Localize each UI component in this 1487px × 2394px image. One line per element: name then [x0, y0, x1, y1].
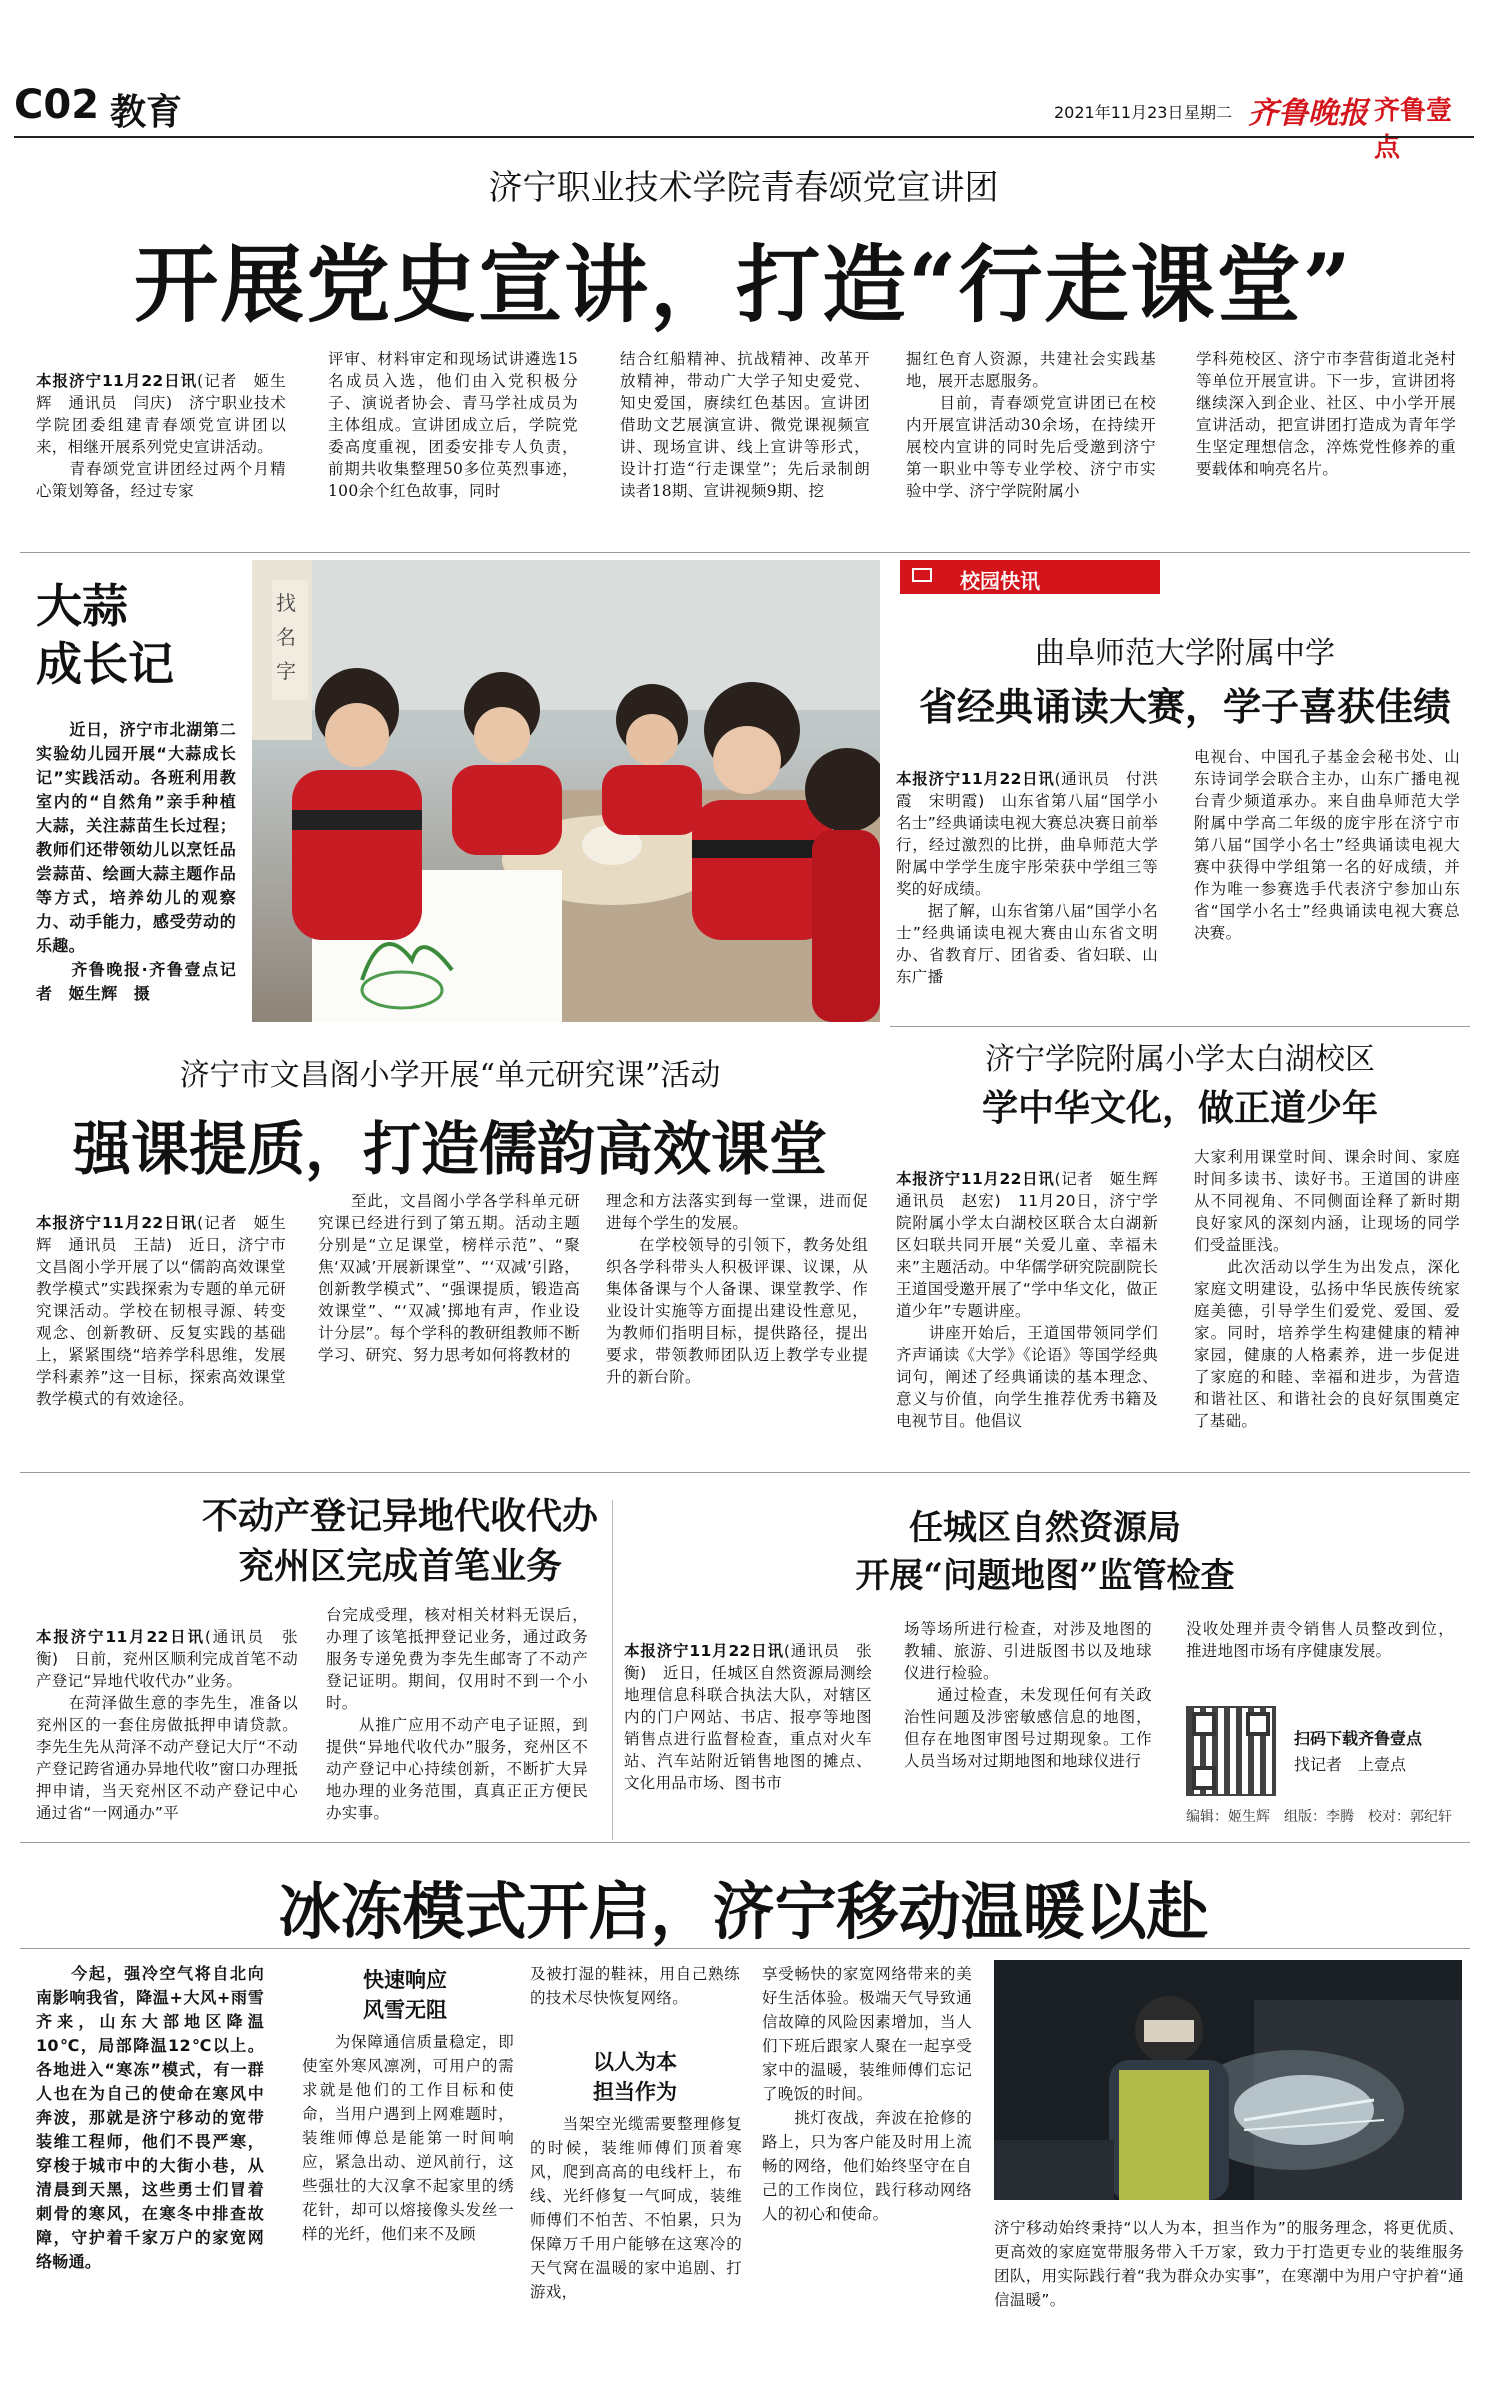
- rencheng-col3: 没收处理并责令销售人员整改到位，推进地图市场有序健康发展。: [1186, 1620, 1454, 1660]
- issue-weekday: 星期二: [1184, 103, 1233, 122]
- campus-tag-label: 校园快讯: [960, 569, 1040, 593]
- wenchang-col3: 理念和方法落实到每一堂课，进而促进每个学生的发展。 在学校领导的引领下，教务处组织各学科带头人积极评课、议课，从集体备课与个人备课、课堂教学、作业设计实施等方面提出建设性意见，为教师们指明目标，提供路径，提出要求，带领教师团队迈上教学专业提升的新台阶。: [606, 1192, 868, 1386]
- qr-subtitle: 找记者 上壹点: [1294, 1755, 1407, 1774]
- vertical-divider: [612, 1500, 613, 1840]
- garlic-photo: [252, 560, 880, 1022]
- wenchang-kicker: 济宁市文昌阁小学开展“单元研究课”活动: [179, 1058, 721, 1093]
- rencheng-col2: 场等场所进行检查，对涉及地图的教辅、旅游、引进版图书以及地球仪进行检验。 通过检查，未发现任何有关政治性问题及涉密敏感信息的地图，但存在地图审图号过期现象。工作人员当场对过期地图和地球仪进行: [904, 1620, 1152, 1770]
- qr-code[interactable]: [1186, 1706, 1276, 1796]
- brand-logo-qilu-yidian: 齐鲁壹点: [1374, 96, 1453, 163]
- qufu-kicker: 曲阜师范大学附属中学: [1035, 636, 1335, 671]
- wenchang-col1: 本报济宁11月22日讯(记者 姬生辉 通讯员 王喆) 近日，济宁市文昌阁小学开展了以“儒韵高效课堂教学模式”实践探索为专题的单元研究课活动。学校在韧根寻源、转变观念、创新教研、反复实践的基础上，紧紧围绕“培养学科思维，发展学科素养”这一目标，探索高效课堂教学模式的有效途径。: [36, 1214, 286, 1408]
- garlic-body: 近日，济宁市北湖第二实验幼儿园开展“大蒜成长记”实践活动。各班利用教室内的“自然角”亲手种植大蒜，关注蒜苗生长过程；教师们还带领幼儿以烹饪品尝蒜苗、绘画大蒜主题作品等方式，培养幼儿的观察力、动手能力，感受劳动的乐趣。 齐鲁晚报·齐鲁壹点记者 姬生辉 摄: [36, 720, 236, 1003]
- qufu-byline: 本报济宁11月22日讯: [896, 770, 1055, 788]
- page-header: [14, 0, 1474, 163]
- qr-finder: [1246, 1712, 1270, 1736]
- mobile-subhead1-line2: 风雪无阻: [363, 1997, 447, 2022]
- art1-col2: 评审、材料审定和现场试讲遴选15名成员入选，他们由入党积极分子、演说者协会、青马学社成员为主体组成。宣讲团成立后，学院党委高度重视，团委安排专人负责，前期共收集整理50多位英烈事迹，100余个红色故事，同时: [328, 350, 578, 500]
- wenchang-col2: 至此，文昌阁小学各学科单元研究课已经进行到了第五期。活动主题分别是“立足课堂，榜样示范”、“聚焦‘双减’开展新课堂”、“‘双减’引路，创新教学模式”、“强课提质，锻造高效课堂”、“‘双减’掷地有声，作业设计分层”。每个学科的教研组教师不断学习、研究、努力思考如何将教材的: [318, 1192, 580, 1364]
- art1-col1: 本报济宁11月22日讯(记者 姬生辉 通讯员 闫庆) 济宁职业技术学院团委组建青春颂党宣讲团以来，相继开展系列党史宣讲活动。 青春颂党宣讲团经过两个月精心策划筹备，经过专家: [36, 372, 286, 500]
- rencheng-headline-line2: 开展“问题地图”监管检查: [855, 1556, 1235, 1596]
- mobile-col3b: 当架空光缆需要整理修复的时候，装维师傅们顶着寒风，爬到高高的电线杆上，布线、光纤修复一气呵成，装维师傅们不怕苦、不怕累，只为保障万千用户能够在这寒冷的天气窝在温暖的家中追剧、打游戏，: [530, 2115, 742, 2301]
- property-headline-line2: 兖州区完成首笔业务: [237, 1545, 562, 1587]
- mobile-col2: 为保障通信质量稳定，即使室外寒风凛冽，可用户的需求就是他们的工作目标和使命，当用户遇到上网难题时，装维师傅总是能第一时间响应，紧急出动、逆风前行，这些强壮的大汉拿不起家里的绣花针，却可以熔接像头发丝一样的光纤，他们来不及顾: [302, 2033, 514, 2243]
- art1-headline: 开展党史宣讲，打造“行走课堂”: [134, 235, 1353, 334]
- garlic-photo-illustration: [252, 560, 880, 1022]
- taibai-headline: 学中华文化，做正道少年: [981, 1087, 1378, 1129]
- garlic-photo-sign: 找名字: [276, 591, 296, 683]
- qr-title: 扫码下载齐鲁壹点: [1294, 1729, 1423, 1748]
- property-byline: 本报济宁11月22日讯: [36, 1628, 205, 1646]
- mobile-subhead2-line2: 担当作为: [593, 2079, 677, 2104]
- brand-logo-qilu-evening: 齐鲁晚报: [1248, 96, 1368, 131]
- divider: [20, 1948, 1470, 1949]
- page-code: C02: [14, 82, 100, 128]
- qufu-col2: 电视台、中国孔子基金会秘书处、山东诗词学会联合主办，山东广播电视台青少频道承办。来自曲阜师范大学附属中学高二年级的庞宇彤在济宁市第八届“国学小名士”经典诵读电视大赛中获得中学组第一名的好成绩，并作为唯一参赛选手代表济宁参加山东省“国学小名士”经典诵读电视大赛总决赛。: [1194, 748, 1460, 942]
- header-rule: [14, 136, 1474, 138]
- rencheng-byline: 本报济宁11月22日讯: [624, 1642, 784, 1660]
- mobile-col4: 享受畅快的家宽网络带来的美好生活体验。极端天气导致通信故障的风险因素增加，当人们下班后跟家人聚在一起享受家中的温暖，装维师傅们忘记了晚饭的时间。 挑灯夜战，奔波在抢修的路上，只为客户能及时用上流畅的网络，他们始终坚守在自己的工作岗位，践行移动网络人的初心和使命。: [762, 1965, 972, 2223]
- divider: [20, 552, 1470, 553]
- taibai-col1: 本报济宁11月22日讯(记者 姬生辉 通讯员 赵宏) 11月20日，济宁学院附属小学太白湖校区联合太白湖新区妇联共同开展“关爱儿童、幸福未来”主题活动。中华儒学研究院副院长王道国受邀开展了“学中华文化，做正道少年”专题讲座。 讲座开始后，王道国带领同学们齐声诵读《大学》《论语》等国学经典词句，阐述了经典诵读的基本理念、意义与价值，向学生推荐优秀书籍及电视节目。他倡议: [896, 1170, 1158, 1430]
- garlic-title-line2: 成长记: [36, 637, 174, 691]
- art1-col5: 学科苑校区、济宁市李营街道北尧村等单位开展宣讲。下一步，宣讲团将继续深入到企业、社区、中小学开展宣讲活动，把宣讲团打造成为青年学生坚定理想信念，淬炼党性修养的重要载体和响亮名片。: [1196, 350, 1456, 478]
- divider: [20, 1842, 1470, 1843]
- mobile-headline: 冰冻模式开启，济宁移动温暖以赴: [278, 1875, 1209, 1948]
- qufu-headline: 省经典诵读大赛，学子喜获佳绩: [918, 684, 1451, 729]
- wenchang-headline: 强课提质，打造儒韵高效课堂: [72, 1115, 827, 1183]
- mobile-photo-illustration: [994, 1960, 1462, 2200]
- rencheng-col1: 本报济宁11月22日讯(通讯员 张衡) 近日，任城区自然资源局测绘地理信息科联合执法大队，对辖区内的门户网站、书店、报亭等地图销售点进行监督检查，重点对火车站、汽车站附近销售地图的摊点、文化用品市场、图书市: [624, 1642, 872, 1792]
- taibai-col2: 大家利用课堂时间、课余时间、家庭时间多读书、读好书。王道国的讲座从不同视角、不同侧面诠释了新时期良好家风的深刻内涵，让现场的同学们受益匪浅。 此次活动以学生为出发点，深化家庭文明建设，弘扬中华民族传统家庭美德，引导学生们爱党、爱国、爱家。同时，培养学生构建健康的精神家园，健康的人格素养，进一步促进了家庭的和睦、幸福和进步，为营造和谐社区、和谐社会的良好氛围奠定了基础。: [1194, 1148, 1460, 1430]
- divider: [890, 1026, 1470, 1027]
- qr-finder: [1192, 1766, 1216, 1790]
- issue-date: 2021年11月23日: [1054, 103, 1184, 122]
- art1-kicker: 济宁职业技术学院青春颂党宣讲团: [488, 168, 999, 208]
- mobile-col1: 今起，强冷空气将自北向南影响我省，降温+大风+雨雪齐来，山东大部地区降温10℃，局部降温12℃以上。各地进入“寒冻”模式，有一群人也在为自己的使命在寒风中奔波，那就是济宁移动的宽带装维工程师，他们不畏严寒，穿梭于城市中的大街小巷，从清晨到天黑，这些勇士们冒着刺骨的寒风，在寒冬中排查故障，守护着千家万户的家宽网络畅通。: [36, 1964, 264, 2271]
- mobile-col3a: 及被打湿的鞋袜，用自己熟练的技术尽快恢复网络。: [530, 1965, 740, 2007]
- divider: [20, 1472, 1470, 1473]
- mobile-photo-caption: 济宁移动始终秉持“以人为本，担当作为”的服务理念，将更优质、更高效的家庭宽带服务带入千万家，致力于打造更专业的装维服务团队，用实际践行着“我为群众办实事”，在寒潮中为用户守护着“通信温暖”。: [994, 2219, 1464, 2309]
- mobile-subhead1-line1: 快速响应: [363, 1967, 447, 1992]
- campus-tag: [900, 560, 1160, 594]
- rencheng-headline-line1: 任城区自然资源局: [909, 1508, 1181, 1548]
- property-col2: 台完成受理，核对相关材料无误后，办理了该笔抵押登记业务，通过政务服务专递免费为李先生邮寄了不动产登记证明。期间，仅用时不到一个小时。 从推广应用不动产电子证照，到提供“异地代收代办”服务，兖州区不动产登记中心持续创新，不断扩大异地办理的业务范围，真真正正方便民办实事。: [326, 1606, 588, 1822]
- qufu-col1: 本报济宁11月22日讯(通讯员 付洪霞 宋明霞) 山东省第八届“国学小名士”经典诵读电视大赛总决赛日前举行，经过激烈的比拼，曲阜师范大学附属中学学生庞宇彤荣获中学组三等奖的好成绩。 据了解，山东省第八届“国学小名士”经典诵读电视大赛由山东省文明办、省教育厅、团省委、省妇联、山东广播: [896, 770, 1158, 986]
- wenchang-byline: 本报济宁11月22日讯: [36, 1214, 198, 1232]
- mobile-subhead2-line1: 以人为本: [593, 2049, 677, 2074]
- property-col1: 本报济宁11月22日讯(通讯员 张衡) 日前，兖州区顺利完成首笔不动产登记“异地代收代办”业务。 在菏泽做生意的李先生，准备以兖州区的一套住房做抵押申请贷款。李先生先从菏泽不动产登记大厅“不动产登记跨省通办异地代收”窗口办理抵押申请，当天兖州区不动产登记中心通过省“一网通办”平: [36, 1628, 298, 1822]
- garlic-title-line1: 大蒜: [36, 579, 128, 633]
- page-credits: 编辑：姬生辉 组版：李腾 校对：郭纪轩: [1186, 1809, 1452, 1825]
- art1-byline: 本报济宁11月22日讯: [36, 372, 198, 390]
- taibai-kicker: 济宁学院附属小学太白湖校区: [985, 1042, 1375, 1077]
- taibai-byline: 本报济宁11月22日讯: [896, 1170, 1055, 1188]
- art1-col4: 掘红色育人资源，共建社会实践基地，展开志愿服务。 目前，青春颂党宣讲团已在校内开展宣讲活动30余场，在持续开展校内宣讲的同时先后受邀到济宁第一职业中等专业学校、济宁市实验中学、济宁学院附属小: [906, 350, 1156, 500]
- newspaper-icon: [912, 568, 932, 582]
- qr-finder: [1192, 1712, 1216, 1736]
- art1-col3: 结合红船精神、抗战精神、改革开放精神，带动广大学子知史爱党、知史爱国，赓续红色基因。宣讲团借助文艺展演宣讲、微党课视频宣讲、现场宣讲、线上宣讲等形式，设计打造“行走课堂”；先后录制朗读者18期、宣讲视频9期、挖: [620, 350, 870, 500]
- mobile-photo: [994, 1960, 1462, 2200]
- section-name: 教育: [110, 91, 183, 133]
- property-headline-line1: 不动产登记异地代收代办: [201, 1495, 598, 1537]
